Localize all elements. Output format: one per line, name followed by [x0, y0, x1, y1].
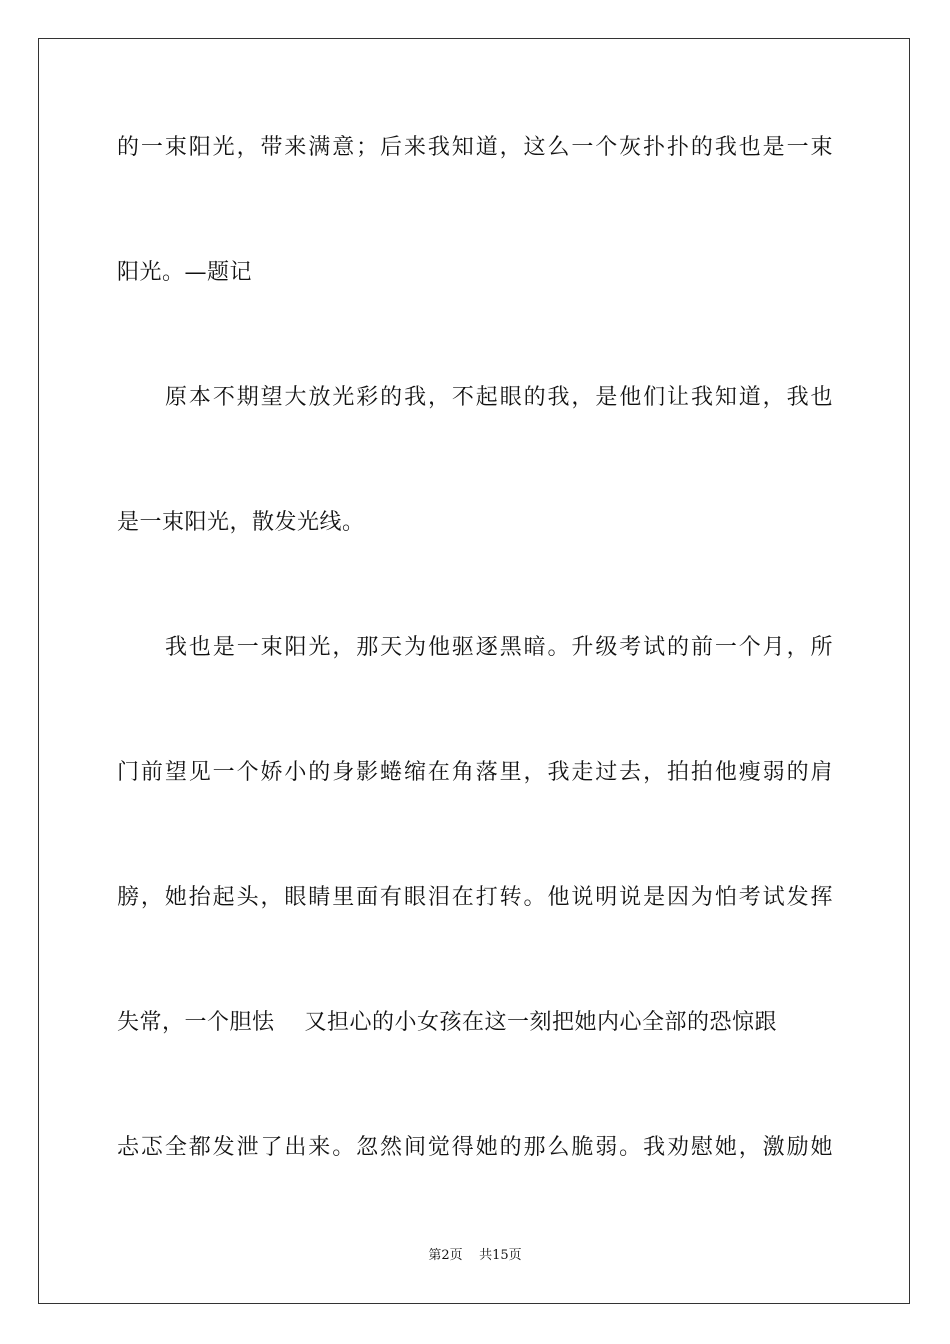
- text-line-4: 是一束阳光，散发光线。: [117, 510, 365, 535]
- text-line-2: 阳光。—题记: [117, 260, 253, 285]
- text-line-8-part-1: 失常，一个胆怯: [117, 1010, 275, 1035]
- text-line-9: 忐忑全都发泄了出来。忽然间觉得她的那么脆弱。我劝慰她，激励她: [117, 1135, 833, 1160]
- page-frame: [38, 38, 910, 1304]
- text-line-1: 的一束阳光，带来满意；后来我知道，这么一个灰扑扑的我也是一束: [117, 135, 833, 160]
- text-line-7: 膀，她抬起头，眼睛里面有眼泪在打转。他说明说是因为怕考试发挥: [117, 885, 833, 910]
- page-total: 共15页: [479, 1248, 522, 1263]
- text-line-6: 门前望见一个娇小的身影蜷缩在角落里，我走过去，拍拍他瘦弱的肩: [117, 760, 833, 785]
- text-line-8: [117, 1006, 833, 1040]
- page-footer: [0, 1247, 950, 1265]
- page-number: 第2页: [428, 1248, 463, 1263]
- text-line-8-part-2: 又担心的小女孩在这一刻把她内心全部的恐惊跟: [304, 1010, 778, 1035]
- text-line-5: 我也是一束阳光，那天为他驱逐黑暗。升级考试的前一个月，所: [165, 635, 833, 660]
- text-line-3: 原本不期望大放光彩的我，不起眼的我，是他们让我知道，我也: [165, 385, 833, 410]
